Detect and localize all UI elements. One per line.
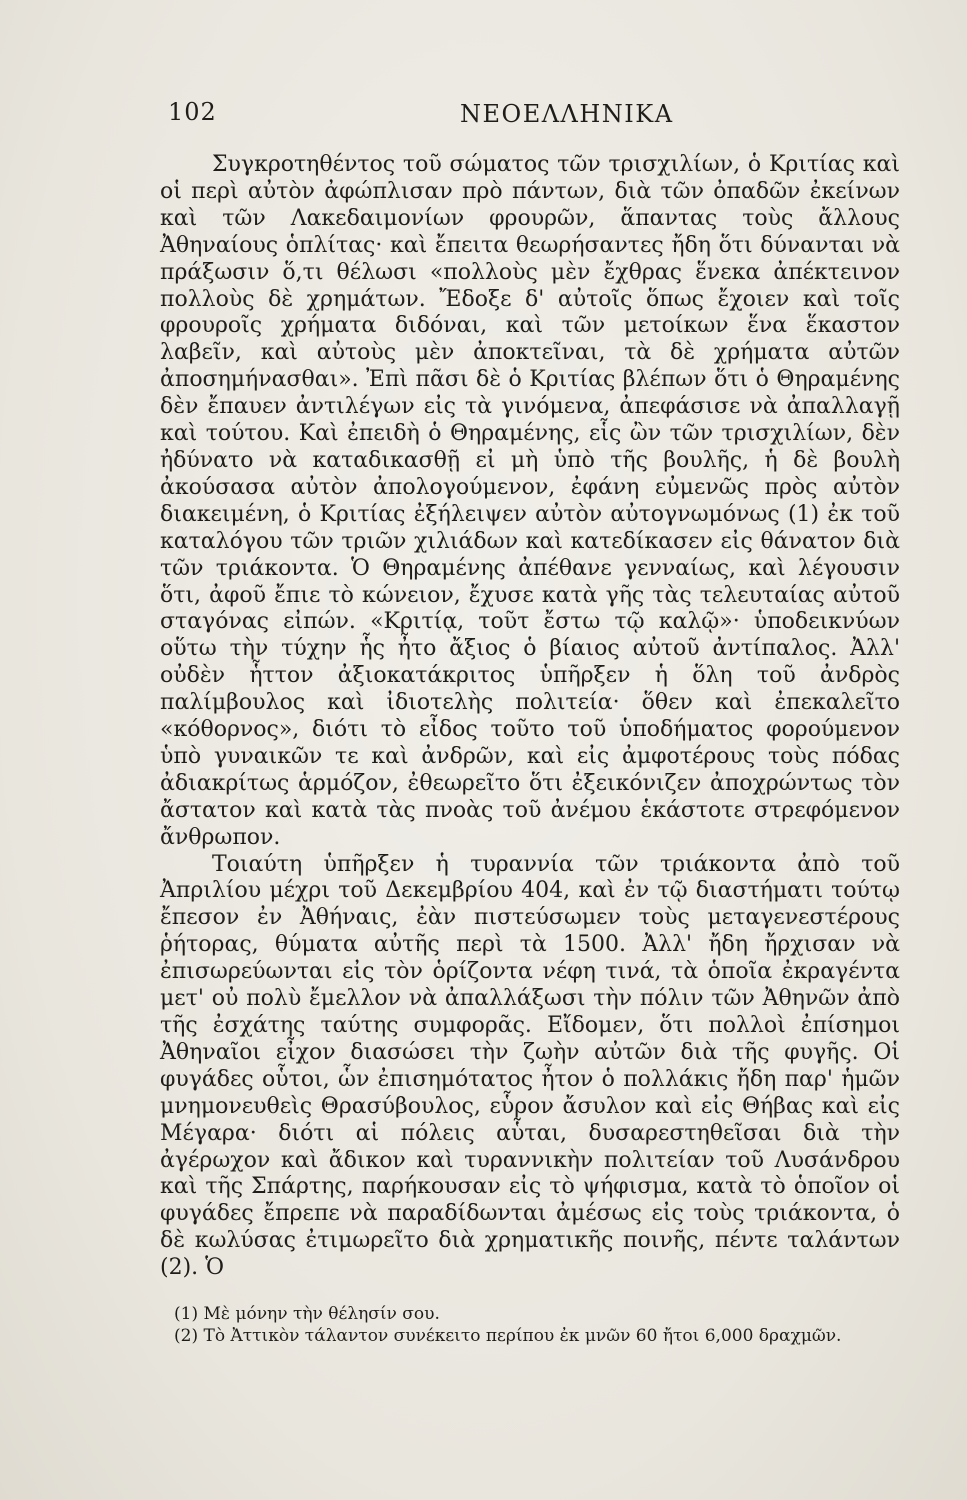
page-number: 102 bbox=[168, 98, 217, 126]
running-title: ΝΕΟΕΛΛΗΝΙΚΑ bbox=[460, 100, 674, 128]
paragraph-1: Συγκροτηθέντος τοῦ σώματος τῶν τρισχιλίων, ὁ Κριτίας καὶ οἱ περὶ αὐτὸν ἀφώπλισαν πρὸ πάντων, διὰ τῶν ὀπαδῶν ἐκείνων καὶ τῶν Λακεδαιμονίων φρουρῶν, ἅπαντας τοὺς ἄλλους Ἀθηναίους ὁπλίτας· καὶ ἔπειτα θεωρήσαντες ἤδη ὅτι δύνανται νὰ πράξωσιν ὅ,τι θέλωσι «πολλοὺς μὲν ἔχθρας ἕνεκα ἀπέκτεινον πολλοὺς δὲ χρημάτων. Ἔδοξε δ' αὐτοῖς ὅπως ἔχοιεν καὶ τοῖς φρουροῖς χρήματα διδόναι, καὶ τῶν μετοίκων ἕνα ἕκαστον λαβεῖν, καὶ αὐτοὺς μὲν ἀποκτεῖναι, τὰ δὲ χρήματα αὐτῶν ἀποσημήνασθαι». Ἐπὶ πᾶσι δὲ ὁ Κριτίας βλέπων ὅτι ὁ Θηραμένης δὲν ἔπαυεν ἀντιλέγων εἰς τὰ γινόμενα, ἀπεφάσισε νὰ ἀπαλλαγῇ καὶ τούτου. Καὶ ἐπειδὴ ὁ Θηραμένης, εἷς ὢν τῶν τρισχιλίων, δὲν ἠδύνατο νὰ καταδικασθῇ εἰ μὴ ὑπὸ τῆς βουλῆς, ἡ δὲ βουλὴ ἀκούσασα αὐτὸν ἀπολογούμενον, ἐφάνη εὐμενῶς πρὸς αὐτὸν διακειμένη, ὁ Κριτίας ἐξήλειψεν αὐτὸν αὐτογνωμόνως (1) ἐκ τοῦ καταλόγου τῶν τριῶν χιλιάδων καὶ κατεδίκασεν εἰς θάνατον διὰ τῶν τριάκοντα. Ὁ Θηραμένης ἀπέθανε γενναίως, καὶ λέγουσιν ὅτι, ἀφοῦ ἔπιε τὸ κώνειον, ἔχυσε κατὰ γῆς τὰς τελευταίας αὐτοῦ σταγόνας εἰπών. «Κριτίᾳ, τοῦτ ἔστω τῷ καλῷ»· ὑποδεικνύων οὕτω τὴν τύχην ἧς ἦτο ἄξιος ὁ βίαιος αὐτοῦ ἀντίπαλος. Ἀλλ' οὐδὲν ἧττον ἀξιοκατάκριτος ὑπῆρξεν ἡ ὅλη τοῦ ἀνδρὸς παλίμβουλος καὶ ἰδιοτελὴς πολιτεία· ὅθεν καὶ ἐπεκαλεῖτο «κόθορνος», διότι τὸ εἶδος τοῦτο τοῦ ὑποδήματος φορούμενον ὑπὸ γυναικῶν τε καὶ ἀνδρῶν, καὶ εἰς ἀμφοτέρους τοὺς πόδας ἀδιακρίτως ἁρμόζον, ἐθεωρεῖτο ὅτι ἐξεικόνιζεν ἀποχρώντως τὸν ἄστατον καὶ κατὰ τὰς πνοὰς τοῦ ἀνέμου ἑκάστοτε στρεφόμενον ἄνθρωπον. bbox=[160, 152, 900, 850]
page-header bbox=[168, 98, 888, 138]
footnote-2: (2) Τὸ Ἀττικὸν τάλαντον συνέκειτο περίπου ἐκ μνῶν 60 ἤτοι 6,000 δραχμῶν. bbox=[174, 1326, 842, 1346]
footnote-1: (1) Μὲ μόνην τὴν θέλησίν σου. bbox=[174, 1304, 440, 1324]
footnotes bbox=[162, 1303, 902, 1347]
paragraph-2: Τοιαύτη ὑπῆρξεν ἡ τυραννία τῶν τριάκοντα ἀπὸ τοῦ Ἀπριλίου μέχρι τοῦ Δεκεμβρίου 404, καὶ ἐν τῷ διαστήματι τούτῳ ἔπεσον ἐν Ἀθήναις, ἐὰν πιστεύσωμεν τοὺς μεταγενεστέρους ῥήτορας, θύματα αὐτῆς περὶ τὰ 1500. Ἀλλ' ἤδη ἤρχισαν νὰ ἐπισωρεύωνται εἰς τὸν ὁρίζοντα νέφη τινά, τὰ ὁποῖα ἐκραγέντα μετ' οὐ πολὺ ἔμελλον νὰ ἀπαλλάξωσι τὴν πόλιν τῶν Ἀθηνῶν ἀπὸ τῆς ἐσχάτης ταύτης συμφορᾶς. Εἴδομεν, ὅτι πολλοὶ ἐπίσημοι Ἀθηναῖοι εἶχον διασώσει τὴν ζωὴν αὐτῶν διὰ τῆς φυγῆς. Οἱ φυγάδες οὗτοι, ὧν ἐπισημότατος ἦτον ὁ πολλάκις ἤδη παρ' ἡμῶν μνημονευθεὶς Θρασύβουλος, εὗρον ἄσυλον καὶ εἰς Θήβας καὶ εἰς Μέγαρα· διότι αἱ πόλεις αὗται, δυσαρεστηθεῖσαι διὰ τὴν ἀγέρωχον καὶ ἄδικον καὶ τυραννικὴν πολιτείαν τοῦ Λυσάνδρου καὶ τῆς Σπάρτης, παρήκουσαν εἰς τὸ ψήφισμα, κατὰ τὸ ὁποῖον οἱ φυγάδες ἔπρεπε νὰ παραδίδωνται ἀμέσως εἰς τοὺς τριάκοντα, ὁ δὲ κωλύσας ἐτιμωρεῖτο διὰ χρηματικῆς ποινῆς, πέντε ταλάντων (2). Ὁ bbox=[160, 851, 900, 1281]
body-text bbox=[160, 152, 900, 1282]
